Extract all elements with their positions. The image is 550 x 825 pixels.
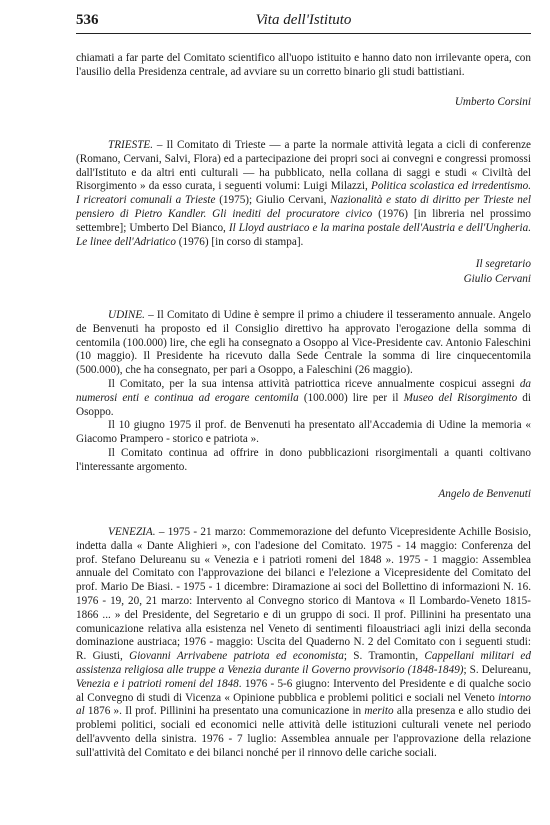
trieste-section <box>76 139 531 249</box>
trieste-title-1: Politica scolastica ed irredentismo. I ricreatori comunali a Trieste <box>76 180 531 207</box>
udine-paragraph-1 <box>76 309 531 378</box>
udine-section <box>76 309 531 475</box>
trieste-signature-name: Giulio Cervani <box>463 273 531 285</box>
venezia-italic-4: intorno al <box>76 691 531 718</box>
venezia-title-1: Giovanni Arrivabene patriota ed economista <box>129 650 344 663</box>
trieste-signature-role: Il segretario <box>475 258 531 270</box>
trieste-title-3: Il Lloyd austriaco e la marina postale dell'Austria e dell'Ungheria. Le linee dell'Adriatico <box>76 221 531 248</box>
udine-text-2a: Il Comitato, per la sua intensa attività patriottica riceve annualmente cospicui assegni <box>108 377 520 390</box>
udine-italic-2: Museo del Risorgimento <box>403 391 518 404</box>
trieste-title-2: Nazionalità e stato di diritto per Trieste nel pensiero di Pietro Kandler. Gli inediti del procuratore civico <box>76 194 531 220</box>
venezia-text-b: ; S. Tramontin, <box>343 650 425 663</box>
venezia-text-e: 1876 ». Il prof. Pillinini ha presentato una comunicazione in <box>84 705 365 718</box>
running-title: Vita dell'Istituto <box>255 12 352 28</box>
venezia-label: VENEZIA. <box>108 526 156 538</box>
udine-italic-1: da numerosi enti e continua ad erogare centomila <box>76 377 531 404</box>
trieste-text-1: – Il Comitato di Trieste — a parte la normale attività legata a cicli di conferenze (Romano, Cervani, Salvi, Flora) ed a partecipazione dei propri soci ai convegni e congressi promossi dall'Istituto e da altri enti culturali — ha pubblicato, nella collana di saggi e studi « Civiltà del Risorgimento » da esso curata, i seguenti volumi: Luigi Milazzi, <box>76 139 531 193</box>
udine-paragraph-3: Il 10 giugno 1975 il prof. de Benvenuti ha presentato all'Accademia di Udine la memoria « Giacomo Prampero - storico e patriota ». <box>76 419 531 446</box>
intro-signature: Umberto Corsini <box>454 96 531 108</box>
udine-paragraph-4: Il Comitato continua ad offrire in dono pubblicazioni risorgimentali a quanti coltivano l'interessante argomento. <box>76 446 531 473</box>
venezia-italic-5: merito <box>364 705 394 718</box>
trieste-text-3: (1976) [in libreria nel prossimo settembre]; Umberto Del Bianco, <box>76 207 531 234</box>
udine-paragraph-2 <box>76 378 531 419</box>
venezia-text-f: alla presenza e allo studio dei problemi politici, sociali ed economici nelle attività delle istituzioni culturali venete nel periodo dell'avvento della sinistra. 1976 - 7 luglio: Assemblea annuale per l'approvazione della relazione sull'attività del Comitato e dei bilanci nonché per il rinnovo delle cariche sociali. <box>76 705 531 759</box>
venezia-paragraph <box>76 526 531 761</box>
venezia-text-d: . 1976 - 5-6 giugno: Intervento del Presidente e di qualche socio al Convegno di studi di Vicenza « Opinione pubblica e problemi politici e sociali nel Veneto <box>76 677 531 704</box>
udine-signature: Angelo de Benvenuti <box>438 488 531 500</box>
trieste-text-4: (1976) [in corso di stampa]. <box>175 235 304 248</box>
intro-text: chiamati a far parte del Comitato scientifico all'uopo istituito e hanno dato non irrilevante opera, con l'ausilio della Presidenza centrale, ad avviare su un corretto binario gli studi battistiani. <box>76 52 531 78</box>
venezia-title-3: Venezia e i patrioti romeni del 1848 <box>76 677 239 690</box>
udine-text-1: – Il Comitato di Udine è sempre il primo a chiudere il tesseramento annuale. Angelo de Benvenuti ha proposto ed il Consiglio direttivo ha approvato l'erogazione della somma di centomila (100.000) lire, che egli ha consegnato a Osoppo al Vice-Presidente cav. Antonio Faleschini (10 maggio). Il Presidente ha ricevuto dalla Sede Centrale la somma di lire cinquecentomila (500.000), che ha consegnato, per pari a Osoppo, a Faleschini (26 maggio). <box>76 309 531 377</box>
venezia-title-2: Cappellani militari ed assistenza religiosa alle truppe a Venezia durante il Governo provvisorio (1848-1849) <box>76 650 531 676</box>
trieste-label: TRIESTE. <box>108 139 154 151</box>
intro-paragraph <box>76 52 531 80</box>
page-number: 536 <box>76 12 99 28</box>
trieste-paragraph <box>76 139 531 249</box>
udine-text-2b: (100.000) lire per il <box>298 391 404 404</box>
header-rule <box>76 33 531 34</box>
venezia-text-c: ; S. Delureanu, <box>463 663 531 676</box>
venezia-section <box>76 526 531 761</box>
udine-label: UDINE. <box>108 309 145 321</box>
udine-text-2c: di Osoppo. <box>76 391 531 418</box>
venezia-text-a: – 1975 - 21 marzo: Commemorazione del defunto Vicepresidente Achille Bosisio, indetta dalla « Dante Alighieri », con l'adesione del Comitato. 1975 - 14 maggio: Conferenza del prof. Stefano Delureanu su « Venezia e i patrioti romeni del 1848 ». 1975 - 1 maggio: Assemblea annuale del Comitato con l'approvazione dei bilanci e l'elezione a Vicepresidente del Comitato del prof. Mario De Biasi. - 1975 - 1 dicembre: Diramazione ai soci del Bollettino di informazioni N. 16. 1976 - 19, 20, 21 marzo: Intervento al Convegno storico di Mantova « Il Lombardo-Veneto 1815-1866 ... » del Presidente, del Segretario e di un gruppo di soci. Il prof. Pillinini ha presentato una comunicazione relativa alla esistenza nel Veneto di sentimenti filoaustriaci agli inizi della seconda dominazione austriaca; 1976 - maggio: Uscita del Quaderno N. 2 del Comitato con i seguenti studi: R. Giusti, <box>76 526 531 663</box>
page-header <box>76 10 531 32</box>
trieste-text-2: (1975); Giulio Cervani, <box>215 194 331 207</box>
